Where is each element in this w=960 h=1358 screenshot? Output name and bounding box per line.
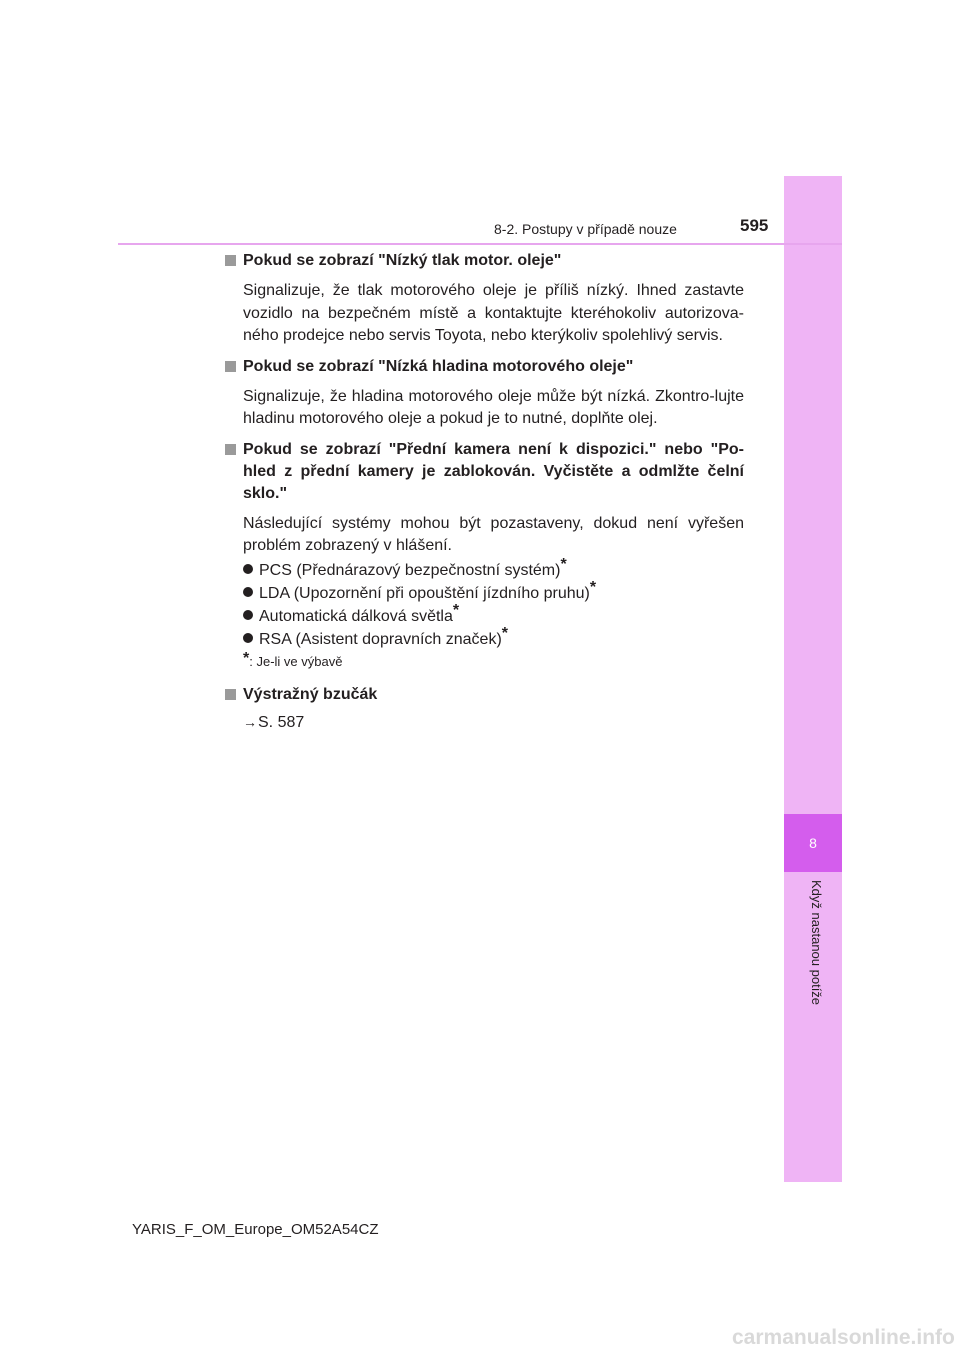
list-item-text: Automatická dálková světla: [259, 607, 453, 625]
square-bullet-icon: [225, 361, 236, 372]
chapter-number-box: [784, 814, 842, 872]
watermark: carmanualsonline.info: [732, 1326, 955, 1349]
section-heading: [224, 439, 744, 505]
section-low-oil-level: [224, 356, 744, 431]
heading-text: Pokud se zobrazí "Nízká hladina motorového oleje": [243, 357, 634, 375]
section-heading: [224, 684, 744, 706]
section-warning-buzzer: [224, 684, 744, 732]
list-item-text: PCS (Přednárazový bezpečnostní systém): [259, 561, 561, 579]
list-item: [243, 555, 744, 582]
section-text: Signalizuje, že tlak motorového oleje je příliš nízký. Ihned zastavte vozidlo na bezpečném místě a kontaktujte kteréhokoliv autorizova-ného prodejce nebo servis Toyota, nebo kterýkoliv spolehlivý servis.: [243, 282, 744, 344]
square-bullet-icon: [225, 255, 236, 266]
system-list: [224, 555, 744, 651]
page-reference[interactable]: [224, 714, 744, 732]
square-bullet-icon: [225, 689, 236, 700]
list-item: [243, 624, 744, 651]
bullet-dot-icon: [243, 633, 253, 643]
document-code: YARIS_F_OM_Europe_OM52A54CZ: [132, 1221, 379, 1238]
heading-text: Pokud se zobrazí "Nízký tlak motor. oleje": [243, 252, 562, 269]
footnote-star: *: [452, 601, 460, 619]
bullet-dot-icon: [243, 564, 253, 574]
section-heading: [224, 356, 744, 378]
arrow-right-icon: →: [243, 713, 257, 730]
header-rule: [118, 243, 842, 245]
section-text: Signalizuje, že hladina motorového oleje může být nízká. Zkontro-lujte hladinu motorového oleje a pokud je to nutné, doplňte olej.: [243, 387, 744, 427]
heading-text: Výstražný bzučák: [243, 685, 378, 703]
footnote-star: *: [501, 624, 509, 642]
list-item-text: LDA (Upozornění při opouštění jízdního pruhu): [259, 584, 590, 602]
list-item: [243, 578, 744, 605]
section-low-oil-pressure: [224, 250, 744, 348]
section-header: 8-2. Postupy v případě nouze: [494, 221, 677, 237]
page-number: 595: [740, 216, 769, 235]
section-heading: [224, 250, 744, 272]
footnote-text: : Je-li ve výbavě: [249, 653, 343, 669]
side-tab: [784, 176, 842, 1182]
heading-text: Pokud se zobrazí "Přední kamera není k dispozici." nebo "Po-hled z přední kamery je zablokován. Vyčistěte a odmlžte čelní sklo.": [243, 440, 744, 502]
bullet-dot-icon: [243, 610, 253, 620]
section-front-camera: [224, 439, 744, 672]
footnote-star: *: [243, 649, 250, 667]
footnote-star: *: [560, 555, 567, 573]
footnote-star: *: [589, 578, 597, 596]
footnote: [224, 649, 744, 672]
chapter-title: Když nastanou potíže: [809, 880, 824, 1006]
square-bullet-icon: [225, 444, 236, 455]
bullet-dot-icon: [243, 587, 253, 597]
main-content: [224, 250, 744, 740]
list-item: [243, 601, 744, 628]
list-item-text: RSA (Asistent dopravních značek): [259, 630, 502, 648]
page-reference-text: S. 587: [258, 713, 305, 731]
chapter-number: 8: [809, 835, 817, 851]
section-text: Následující systémy mohou být pozastaveny, dokud není vyřešen problém zobrazený v hlášení.: [243, 514, 744, 554]
